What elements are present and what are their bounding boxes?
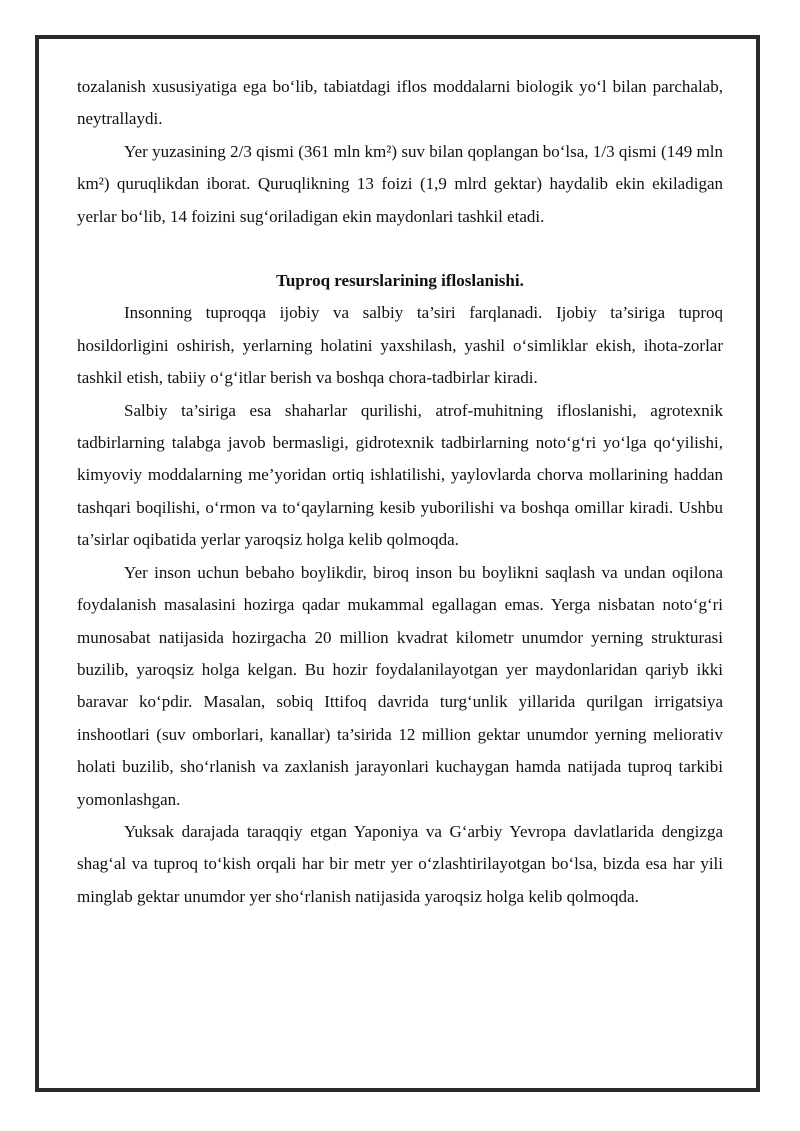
paragraph-negative-impact: Salbiy ta’siriga esa shaharlar qurilishi, atrof-muhitning ifloslanishi, agrotexnik tadbirlarning talabga javob bermasligi, gidrotexnik tadbirlarning noto‘g‘ri yo‘lga qo‘yilishi, kimyoviy moddalarning me’yoridan ortiq ishlatilishi, yaylovlarda chorva mollarining haddan tashqari boqilishi, o‘rmon va to‘qaylarning kesib yuborilishi va boshqa omillar kiradi. Ushbu ta’sirlar oqibatida yerlar yaroqsiz holga kelib qolmoqda. [77, 400, 723, 550]
paragraph-comparison: Yuksak darajada taraqqiy etgan Yaponiya va G‘arbiy Yevropa davlatlarida dengizga shag‘al va tuproq to‘kish orqali har bir metr yer o‘zlashtirilayotgan bo‘lsa, bizda esa har yili minglab gektar unumdor yer sho‘rlanish natijasida yaroqsiz holga kelib qolmoqda. [77, 821, 723, 906]
document-body [77, 71, 723, 913]
paragraph-land-value: Yer inson uchun bebaho boylikdir, biroq inson bu boylikni saqlash va undan oqilona foydalanish masalasini hozirga qadar mukammal egallagan emas. Yerga nisbatan noto‘g‘ri munosabat natijasida hozirgacha 20 million kvadrat kilometr unumdor yerning strukturasi buzilib, yaroqsiz holga kelgan. Bu hozir foydalanilayotgan yer maydonlaridan qariyb ikki baravar ko‘pdir. Masalan, sobiq Ittifoq davrida turg‘unlik yillarida qurilgan irrigatsiya inshootlari (suv omborlari, kanallar) ta’sirida 12 million gektar unumdor yerning meliorativ holati buzilib, sho‘rlanish va zaxlanish jarayonlari kuchaygan hamda natijada tuproq tarkibi yomonlashgan. [77, 562, 723, 809]
paragraph-human-impact: Insonning tuproqqa ijobiy va salbiy ta’siri farqlanadi. Ijobiy ta’siriga tuproq hosildorligini oshirish, yerlarning holatini yaxshilash, yashil o‘simliklar ekish, ihota-zorlar tashkil etish, tabiiy o‘g‘itlar berish va boshqa chora-tadbirlar kiradi. [77, 303, 723, 388]
paragraph-continued: tozalanish xususiyatiga ega bo‘lib, tabiatdagi iflos moddalarni biologik yo‘l bilan parchalab, neytrallaydi. [77, 77, 723, 129]
section-heading: Tuproq resurslarining ifloslanishi. [276, 271, 524, 291]
paragraph-land-area: Yer yuzasining 2/3 qismi (361 mln km²) suv bilan qoplangan bo‘lsa, 1/3 qismi (149 mln km²) quruqlikdan iborat. Quruqlikning 13 foizi (1,9 mlrd gektar) haydalib ekin ekiladigan yerlar bo‘lib, 14 foizini sug‘oriladigan ekin maydonlari tashkil etadi. [77, 141, 723, 226]
